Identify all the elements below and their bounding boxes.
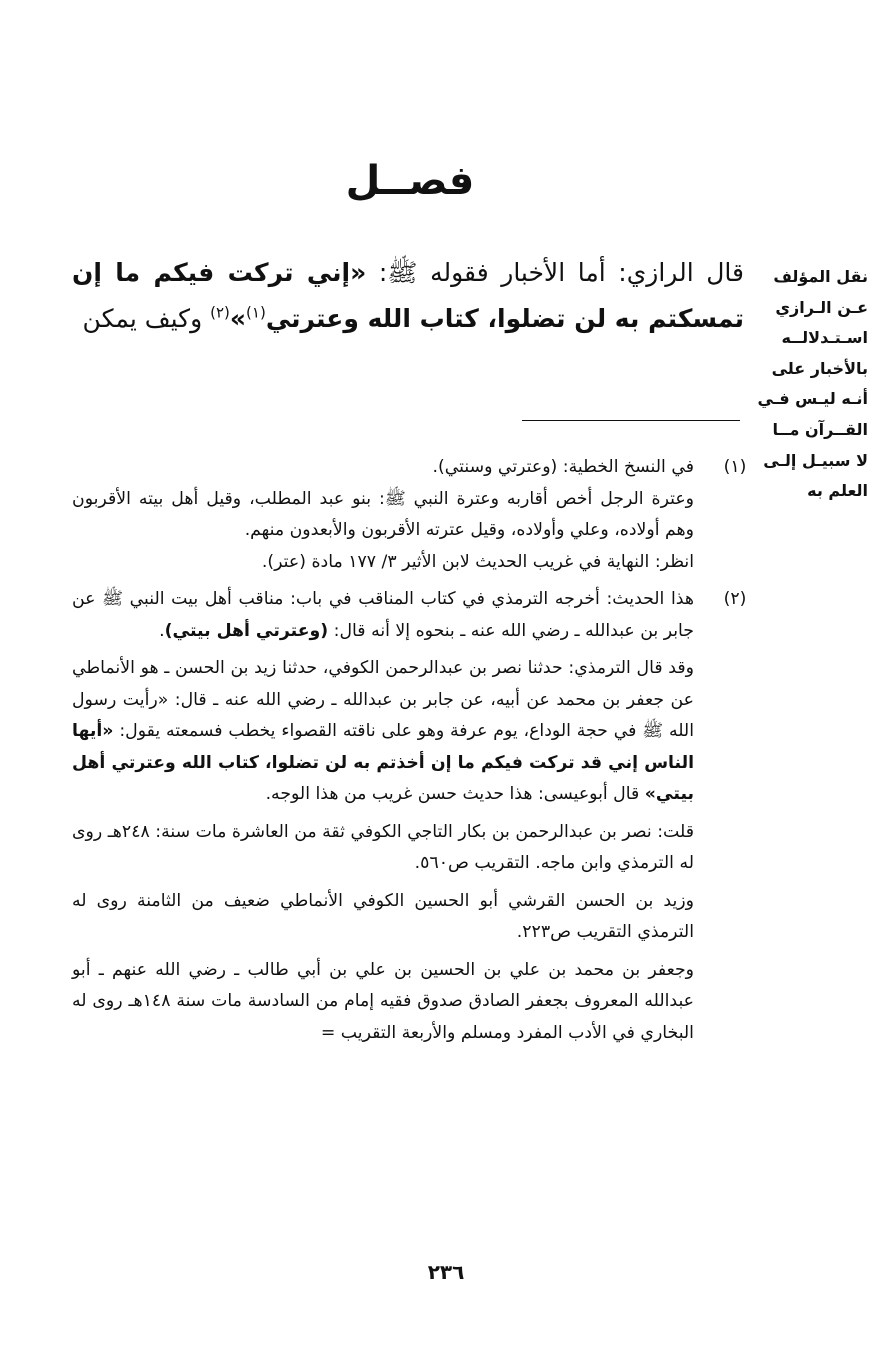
margin-note-line: أنـه ليـس فـي bbox=[757, 389, 868, 409]
footnote-ref-2: (٢) bbox=[210, 303, 230, 322]
main-paragraph bbox=[72, 250, 744, 342]
footnote-paragraph: وزيد بن الحسن القرشي أبو الحسين الكوفي الأنماطي ضعيف من الثامنة روى له الترمذي التقريب ص٢٢٣. bbox=[72, 890, 694, 942]
margin-note-line: بالأخبار على bbox=[771, 358, 868, 378]
footnotes bbox=[72, 452, 758, 1049]
footnote-paragraph: وعترة الرجل أخص أقاربه وعترة النبي ﷺ: بنو عبد المطلب، وقيل أهل بيته الأقربون وهم أولاده، وعلي وأولاده، وقيل عترته الأقربون والأبعدون منهم. bbox=[72, 488, 694, 540]
footnote-paragraph: قلت: نصر بن عبدالرحمن بن بكار التاجي الكوفي ثقة من العاشرة مات سنة: ٢٤٨هـ روى له الترمذي وابن ماجه. التقريب ص٥٦٠. bbox=[72, 821, 694, 873]
footnote-text: . bbox=[159, 620, 165, 641]
footnote-separator bbox=[522, 420, 740, 421]
footnote-paragraph: في النسخ الخطية: (وعترتي وسنتي). bbox=[432, 457, 694, 477]
footnote-number: (١) bbox=[723, 457, 747, 477]
footnote-text: وقد قال الترمذي: حدثنا نصر بن عبدالرحمن الكوفي، حدثنا زيد بن الحسن ـ هو الأنماطي عن جعفر بن محمد عن أبيه، عن جابر بن عبدالله ـ رضي الله عنه ـ قال: «رأيت رسول الله ﷺ في حجة الوداع، يوم عرفة وهو على ناقته القصواء يخطب فسمعته يقول: bbox=[72, 658, 694, 741]
footnote-paragraph bbox=[72, 584, 694, 647]
footnote-bold-text: «أيها الناس إني قد تركت فيكم ما إن أخذتم به لن تضلوا، كتاب الله وعترتي أهل بيتي» bbox=[72, 721, 694, 804]
footnote-bold-text: (وعترتي أهل بيتي) bbox=[164, 620, 329, 641]
section-heading: فصــل bbox=[345, 158, 475, 204]
margin-note bbox=[757, 262, 868, 507]
margin-note-line: لا سبيـل إلـى bbox=[763, 450, 868, 470]
margin-note-line: القــرآن مــا bbox=[772, 419, 868, 439]
main-intro: قال الرازي: أما الأخبار فقوله ﷺ: bbox=[366, 258, 744, 287]
margin-note-line: عـن الـرازي bbox=[775, 297, 868, 317]
hadith-quote: «إني تركت فيكم ما إن تمسكتم به لن تضلوا، كتاب الله وعترتي bbox=[72, 258, 744, 333]
margin-note-line: اسـتـدلالــه bbox=[781, 328, 868, 348]
footnote-number: (٢) bbox=[723, 589, 747, 609]
margin-note-line: العلم به bbox=[807, 481, 868, 501]
footnote-2 bbox=[72, 584, 758, 1049]
footnote-text: هذا الحديث: أخرجه الترمذي في كتاب المناقب في باب: مناقب أهل بيت النبي ﷺ عن جابر بن عبدالله ـ رضي الله عنه ـ بنحوه إلا أنه قال: bbox=[72, 589, 694, 641]
margin-note-line: نقل المؤلف bbox=[773, 267, 868, 286]
footnote-ref-1: (١) bbox=[246, 303, 266, 322]
quote-close: » bbox=[229, 304, 247, 333]
footnote-paragraph: انظر: النهاية في غريب الحديث لابن الأثير ٣/ ١٧٧ مادة (عتر). bbox=[261, 551, 694, 572]
page-number: ٢٣٦ bbox=[427, 1260, 465, 1284]
footnote-text: قال أبوعيسى: هذا حديث حسن غريب من هذا الوجه. bbox=[265, 784, 645, 804]
footnote-paragraph bbox=[72, 653, 694, 811]
footnote-paragraph: وجعفر بن محمد بن علي بن الحسين بن علي بن أبي طالب ـ رضي الله عنهم ـ أبو عبدالله المعروف بجعفر الصادق صدوق فقيه إمام من السادسة مات سنة ١٤٨هـ روى له البخاري في الأدب المفرد ومسلم والأربعة التقريب = bbox=[72, 959, 694, 1043]
footnote-1 bbox=[72, 452, 758, 578]
main-tail: وكيف يمكن bbox=[82, 304, 211, 333]
